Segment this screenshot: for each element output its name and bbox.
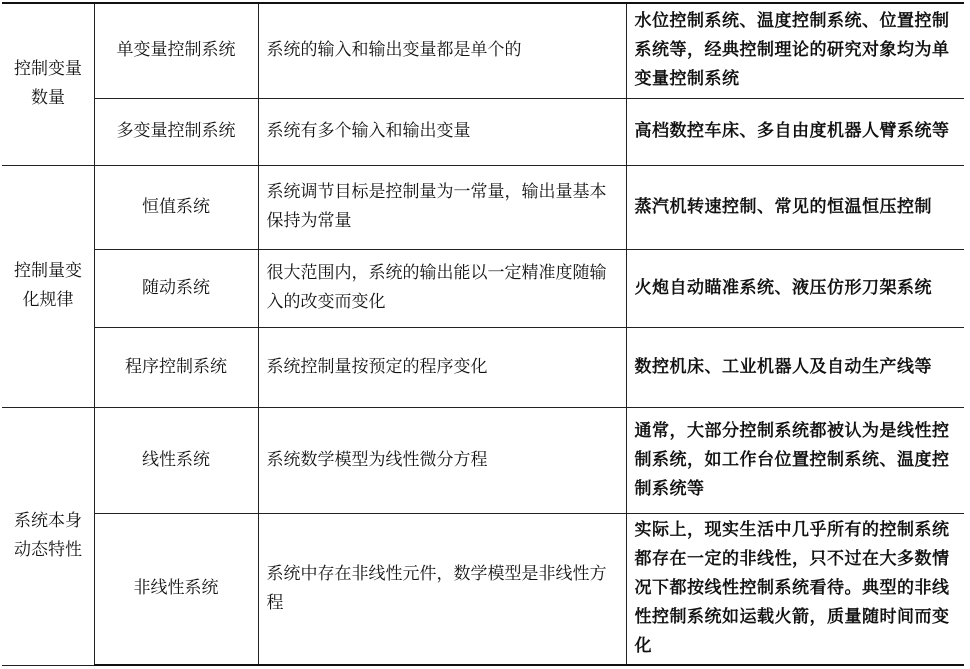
- system-type-cell: 多变量控制系统: [94, 98, 258, 165]
- examples-cell: 火炮自动瞄准系统、液压仿形刀架系统: [626, 249, 964, 327]
- description-cell: 很大范围内，系统的输出能以一定精准度随输入的改变而变化: [258, 249, 626, 327]
- description-cell: 系统调节目标是控制量为一常量，输出量基本保持为常量: [258, 165, 626, 249]
- description-cell: 系统控制量按预定的程序变化: [258, 327, 626, 407]
- category-cell: [2, 407, 94, 665]
- table-row: [2, 407, 964, 513]
- examples-cell: 实际上，现实生活中几乎所有的控制系统都存在一定的非线性，只不过在大多数情况下都按线性控制系统看待。典型的非线性控制系统如运载火箭，质量随时间而变化: [626, 513, 964, 665]
- category-label: 系统本身动态特性: [14, 511, 82, 560]
- examples-cell: 蒸汽机转速控制、常见的恒温恒压控制: [626, 165, 964, 249]
- system-type-cell: 单变量控制系统: [94, 3, 258, 98]
- examples-cell: 通常，大部分控制系统都被认为是线性控制系统，如工作台位置控制系统、温度控制系统等: [626, 407, 964, 513]
- table-row: [2, 3, 964, 98]
- system-type-cell: 非线性系统: [94, 513, 258, 665]
- system-type-cell: 随动系统: [94, 249, 258, 327]
- description-cell: 系统数学模型为线性微分方程: [258, 407, 626, 513]
- examples-cell: 数控机床、工业机器人及自动生产线等: [626, 327, 964, 407]
- category-cell: [2, 3, 94, 165]
- system-type-cell: 恒值系统: [94, 165, 258, 249]
- table-row: [2, 513, 964, 665]
- table-row: [2, 327, 964, 407]
- control-system-classification-table: [2, 2, 964, 666]
- table-row: [2, 165, 964, 249]
- examples-cell: 高档数控车床、多自由度机器人臂系统等: [626, 98, 964, 165]
- table-row: [2, 249, 964, 327]
- system-type-cell: 线性系统: [94, 407, 258, 513]
- description-cell: 系统的输入和输出变量都是单个的: [258, 3, 626, 98]
- table-row: [2, 98, 964, 165]
- examples-cell: 水位控制系统、温度控制系统、位置控制系统等，经典控制理论的研究对象均为单变量控制系统: [626, 3, 964, 98]
- category-cell: [2, 165, 94, 407]
- description-cell: 系统中存在非线性元件，数学模型是非线性方程: [258, 513, 626, 665]
- system-type-cell: 程序控制系统: [94, 327, 258, 407]
- description-cell: 系统有多个输入和输出变量: [258, 98, 626, 165]
- category-label: 控制量变化规律: [14, 261, 82, 310]
- category-label: 控制变量数量: [14, 59, 82, 109]
